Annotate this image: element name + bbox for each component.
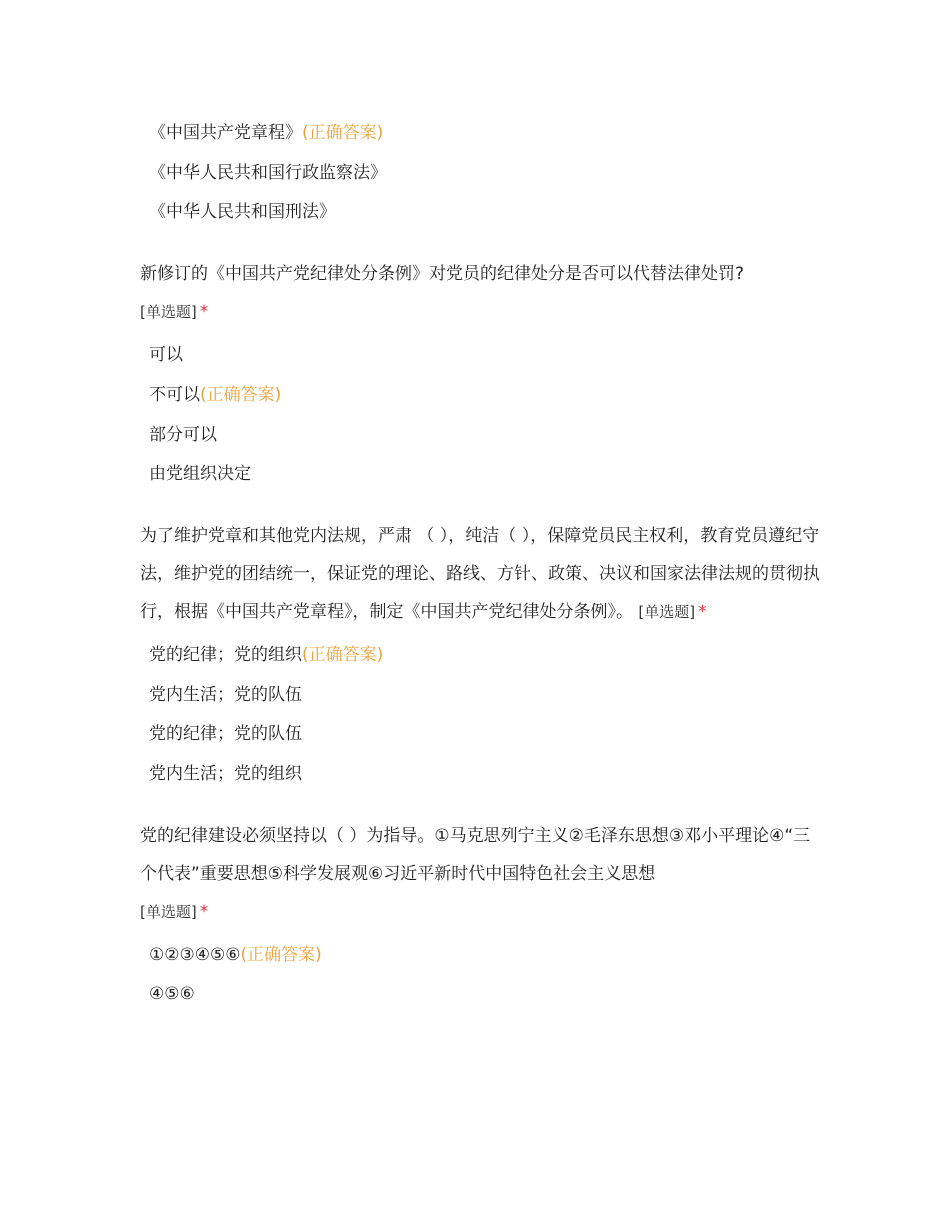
option-item [140,336,820,376]
question-text [140,255,820,331]
option-text: 党的纪律；党的队伍 [149,724,302,745]
leading-options [140,114,820,233]
question-stem: 党的纪律建设必须坚持以（ ）为指导。①马克思列宁主义②毛泽东思想③邓小平理论④“三个代表”重要思想⑤科学发展观⑥习近平新时代中国特色社会主义思想 [140,825,811,884]
option-item [140,715,820,755]
option-text: 不可以 [149,384,200,405]
question-block [140,517,820,795]
question-type-tag: [单选题] [638,602,696,621]
question-text [140,517,820,631]
option-item [140,755,820,795]
required-mark: * [199,302,209,323]
option-item [140,455,820,495]
correct-answer-tag: (正确答案) [302,123,384,143]
correct-answer-tag: (正确答案) [240,944,322,965]
question-stem: 为了维护党章和其他党内法规，严肃 （ ），纯洁（ ），保障党员民主权利，教育党员遵纪守法，维护党的团结统一，保证党的理论、路线、方针、政策、决议和国家法律法规的贯彻执行，根据《中国共产党章程》，制定《中国共产党纪律处分条例》。 [140,525,820,622]
option-item [140,936,820,976]
question-type-tag: [单选题] [140,902,197,921]
question-block [140,817,820,1015]
option-text: 党内生活；党的组织 [149,764,302,785]
question-text [140,817,820,931]
option-text: 部分可以 [149,424,217,445]
option-text: 党内生活；党的队伍 [149,684,302,705]
option-text: ④⑤⑥ [149,984,195,1005]
required-mark: * [698,601,707,622]
option-item [140,193,820,233]
option-item [140,154,820,194]
option-item [140,376,820,416]
option-text: 《中国共产党章程》 [149,123,302,143]
option-text: 可以 [149,345,183,366]
correct-answer-tag: (正确答案) [302,644,384,665]
quiz-document [140,114,820,1015]
option-text: 由党组织决定 [149,464,251,485]
question-stem: 新修订的《中国共产党纪律处分条例》对党员的纪律处分是否可以代替法律处罚? [140,264,745,285]
option-text: 党的纪律；党的组织 [149,644,302,665]
correct-answer-tag: (正确答案) [200,384,282,405]
option-item [140,975,820,1015]
option-text: 《中华人民共和国行政监察法》 [149,162,387,183]
option-text: 《中华人民共和国刑法》 [149,202,336,223]
option-item [140,416,820,456]
option-item [140,676,820,716]
option-text: ①②③④⑤⑥ [149,944,241,965]
question-block [140,255,820,495]
question-type-tag: [单选题] [140,303,197,322]
option-item [140,114,820,154]
option-item [140,636,820,676]
required-mark: * [199,901,209,922]
